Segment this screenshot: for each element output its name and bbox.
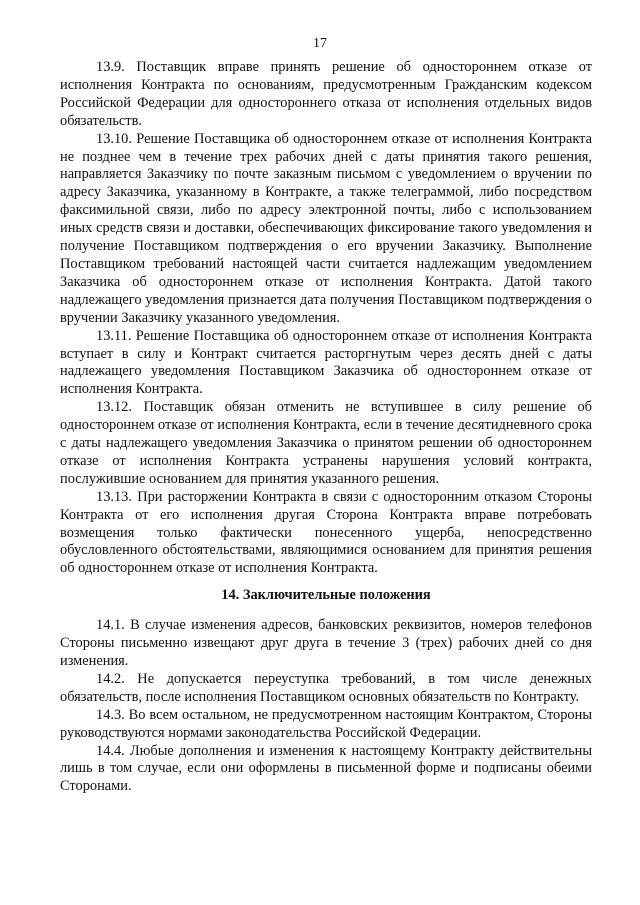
page-number: 17 [313,36,327,51]
document-body [60,59,592,796]
paragraph-13-9: 13.9. Поставщик вправе принять решение об одностороннем отказе от исполнения Контракта по основаниям, предусмотренным Гражданским кодексом Российской Федерации для одностороннего отказа от исполнения отдельных видов обязательств. [60,59,592,129]
paragraph-13-10: 13.10. Решение Поставщика об одностороннем отказе от исполнения Контракта не позднее чем в течение трех рабочих дней с даты принятия такого решения, направляется Заказчику по почте заказным письмом с уведомлением о вручении по адресу Заказчика, указанному в Контракте, а также телеграммой, либо посредством факсимильной связи, либо по адресу электронной почты, либо с использованием иных средств связи и доставки, обеспечивающих фиксирование такого уведомления и получение Поставщиком подтверждения о его вручении Заказчику. Выполнение Поставщиком требований настоящей части считается надлежащим уведомлением Заказчика об одностороннем отказе от исполнения Контракта. Датой такого надлежащего уведомления признается дата получения Поставщиком подтверждения о вручении Заказчику указанного уведомления. [60,130,592,326]
paragraph-13-13: 13.13. При расторжении Контракта в связи с односторонним отказом Стороны Контракта от его исполнения другая Сторона Контракта вправе потребовать возмещения только фактически понесенного ущерба, непосредственно обусловленного обстоятельствами, являющимися основанием для принятия решения об одностороннем отказе от исполнения Контракта. [60,488,592,577]
paragraph-14-1: 14.1. В случае изменения адресов, банковских реквизитов, номеров телефонов Стороны письменно извещают друг друга в течение 3 (трех) рабочих дней со дня изменения. [60,617,592,669]
paragraph-13-11: 13.11. Решение Поставщика об одностороннем отказе от исполнения Контракта вступает в силу и Контракт считается расторгнутым через десять дней с даты надлежащего уведомления Поставщиком Заказчика об одностороннем отказе от исполнения Контракта. [60,327,592,398]
paragraph-14-3: 14.3. Во всем остальном, не предусмотренном настоящим Контрактом, Стороны руководствуются нормами законодательства Российской Федерации. [60,706,592,741]
paragraph-14-4: 14.4. Любые дополнения и изменения к настоящему Контракту действительны лишь в том случае, если они оформлены в письменной форме и подписаны обеими Сторонами. [60,742,592,795]
paragraph-14-2: 14.2. Не допускается переуступка требований, в том числе денежных обязательств, после исполнения Поставщиком основных обязательств по Контракту. [60,670,592,705]
paragraph-13-12: 13.12. Поставщик обязан отменить не вступившее в силу решение об одностороннем отказе от исполнения Контракта, если в течение десятидневного срока с даты надлежащего уведомления Заказчика о принятом решении об одностороннем отказе от исполнения Контракта устранены нарушения условий контракта, послужившие основанием для принятия указанного решения. [60,399,592,487]
section-title-14: 14. Заключительные положения [221,587,431,604]
